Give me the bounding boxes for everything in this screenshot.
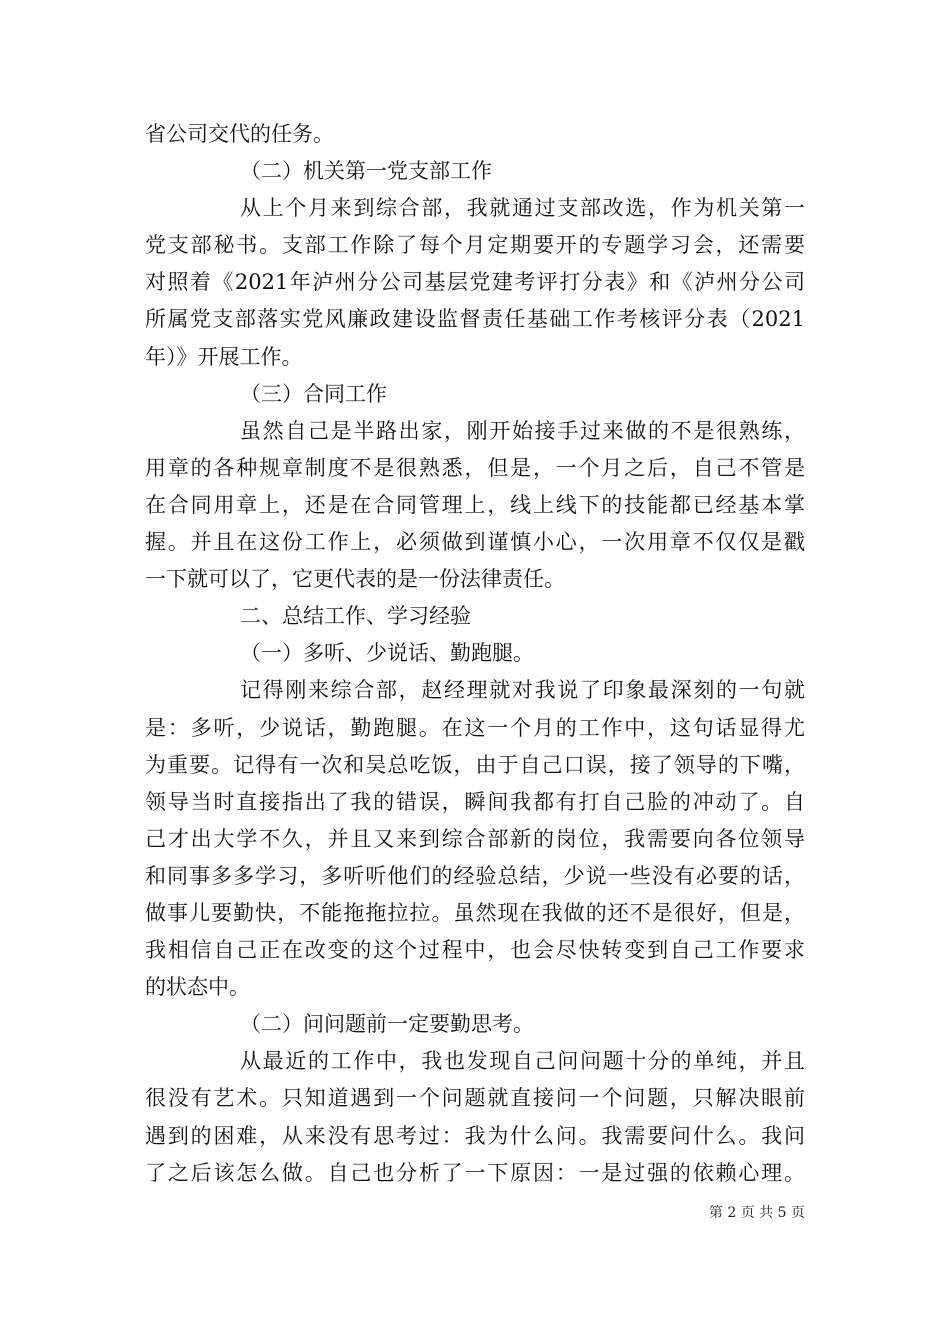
paragraph-line: 年）》开展工作。	[145, 344, 303, 369]
section-heading: （一）多听、少说话、勤跑腿。	[240, 641, 534, 666]
text-line: 省公司交代的任务。	[145, 122, 334, 146]
paragraph-line: 遇到的困难，从来没有思考过：我为什么问。我需要问什么。我问	[145, 1123, 805, 1148]
paragraph-line: 领导当时直接指出了我的错误，瞬间我都有打自己脸的冲动了。自	[145, 789, 805, 814]
paragraph-line: 我相信自己正在改变的这个过程中，也会尽快转变到自己工作要求	[145, 938, 805, 963]
paragraph-line: 一下就可以了，它更代表的是一份法律责任。	[145, 567, 565, 592]
paragraph-line: 握。并且在这份工作上，必须做到谨慎小心，一次用章不仅仅是戳	[145, 530, 805, 555]
paragraph-line: 从最近的工作中，我也发现自己问问题十分的单纯，并且	[240, 1049, 805, 1074]
section-heading: （三）合同工作	[240, 381, 387, 406]
paragraph-line: 用章的各种规章制度不是很熟悉，但是，一个月之后，自己不管是	[145, 455, 805, 480]
paragraph-line: 是：多听，少说话，勤跑腿。在这一个月的工作中，这句话显得尤	[145, 715, 805, 740]
paragraph-line: 为重要。记得有一次和吴总吃饭，由于自己口误，接了领导的下嘴，	[145, 752, 805, 777]
paragraph-line: 记得刚来综合部，赵经理就对我说了印象最深刻的一句就	[240, 678, 805, 703]
paragraph-line: 了之后该怎么做。自己也分析了一下原因：一是过强的依赖心理。	[145, 1160, 805, 1185]
paragraph-line: 虽然自己是半路出家，刚开始接手过来做的不是很熟练，	[240, 418, 805, 443]
paragraph-line: 很没有艺术。只知道遇到一个问题就直接问一个问题，只解决眼前	[145, 1086, 805, 1111]
page-number: 第 2 页 共 5 页	[708, 1205, 805, 1221]
paragraph-line: 在合同用章上，还是在合同管理上，线上线下的技能都已经基本掌	[145, 492, 805, 517]
paragraph-line: 做事儿要勤快，不能拖拖拉拉。虽然现在我做的还不是很好，但是，	[145, 900, 805, 925]
paragraph-line: 从上个月来到综合部，我就通过支部改选，作为机关第一	[240, 196, 805, 221]
paragraph-line: 己才出大学不久，并且又来到综合部新的岗位，我需要向各位领导	[145, 826, 805, 851]
section-heading: 二、总结工作、学习经验	[240, 604, 471, 629]
section-heading: （二）机关第一党支部工作	[240, 159, 492, 184]
paragraph-line: 对照着《2021年泸州分公司基层党建考评打分表》和《泸州分公司	[145, 270, 805, 295]
paragraph-line: 所属党支部落实党风廉政建设监督责任基础工作考核评分表（2021	[145, 307, 805, 332]
section-heading: （二）问问题前一定要勤思考。	[240, 1012, 534, 1037]
paragraph-line: 和同事多多学习，多听听他们的经验总结，少说一些没有必要的话，	[145, 863, 805, 888]
paragraph-line: 的状态中。	[145, 975, 250, 1000]
document-body	[145, 116, 805, 1192]
paragraph-line: 党支部秘书。支部工作除了每个月定期要开的专题学习会，还需要	[145, 233, 805, 258]
